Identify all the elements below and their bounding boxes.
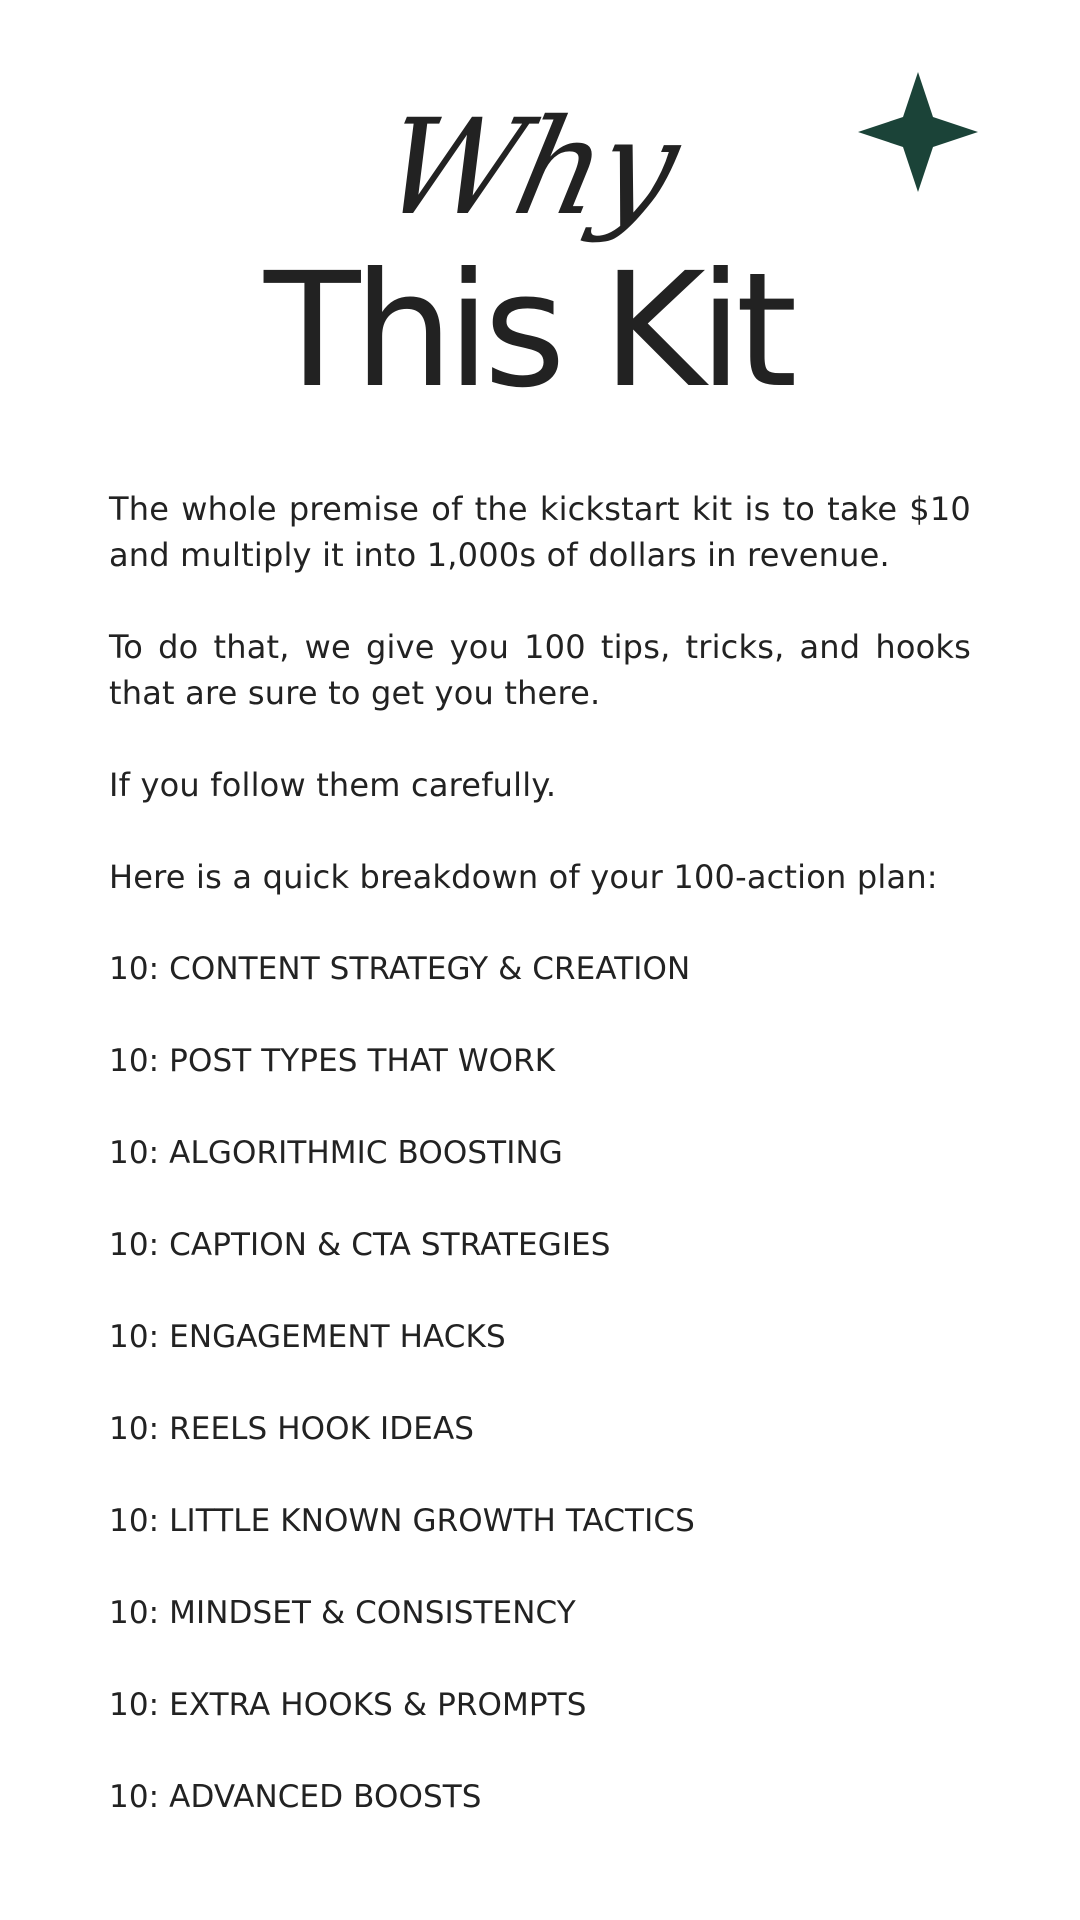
page-title: This Kit: [264, 239, 791, 423]
action-plan-item-reels-hook-ideas: 10: REELS HOOK IDEAS: [109, 1411, 475, 1447]
intro-paragraph-3: If you follow them carefully.: [109, 766, 557, 804]
action-plan-list: [109, 946, 971, 1866]
intro-paragraph-2: To do that, we give you 100 tips, tricks, and hooks that are sure to get you there.: [109, 628, 971, 712]
action-plan-item-algorithmic-boosting: 10: ALGORITHMIC BOOSTING: [109, 1135, 563, 1171]
title-script-word: Why: [369, 91, 689, 245]
action-plan-item-post-types: 10: POST TYPES THAT WORK: [109, 1043, 556, 1079]
body-content: [109, 486, 971, 1866]
action-plan-item-extra-hooks: 10: EXTRA HOOKS & PROMPTS: [109, 1687, 587, 1723]
action-plan-item-advanced-boosts: 10: ADVANCED BOOSTS: [109, 1779, 482, 1815]
action-plan-item-mindset-consistency: 10: MINDSET & CONSISTENCY: [109, 1595, 576, 1631]
four-point-star-icon: [858, 72, 978, 192]
action-plan-item-engagement-hacks: 10: ENGAGEMENT HACKS: [109, 1319, 506, 1355]
action-plan-item-content-strategy: 10: CONTENT STRATEGY & CREATION: [109, 951, 691, 987]
action-plan-item-growth-tactics: 10: LITTLE KNOWN GROWTH TACTICS: [109, 1503, 695, 1539]
action-plan-item-caption-cta: 10: CAPTION & CTA STRATEGIES: [109, 1227, 611, 1263]
intro-paragraph-1: The whole premise of the kickstart kit is to take $10 and multiply it into 1,000s of dollars in revenue.: [109, 490, 971, 574]
intro-paragraph-4: Here is a quick breakdown of your 100-action plan:: [109, 858, 938, 896]
